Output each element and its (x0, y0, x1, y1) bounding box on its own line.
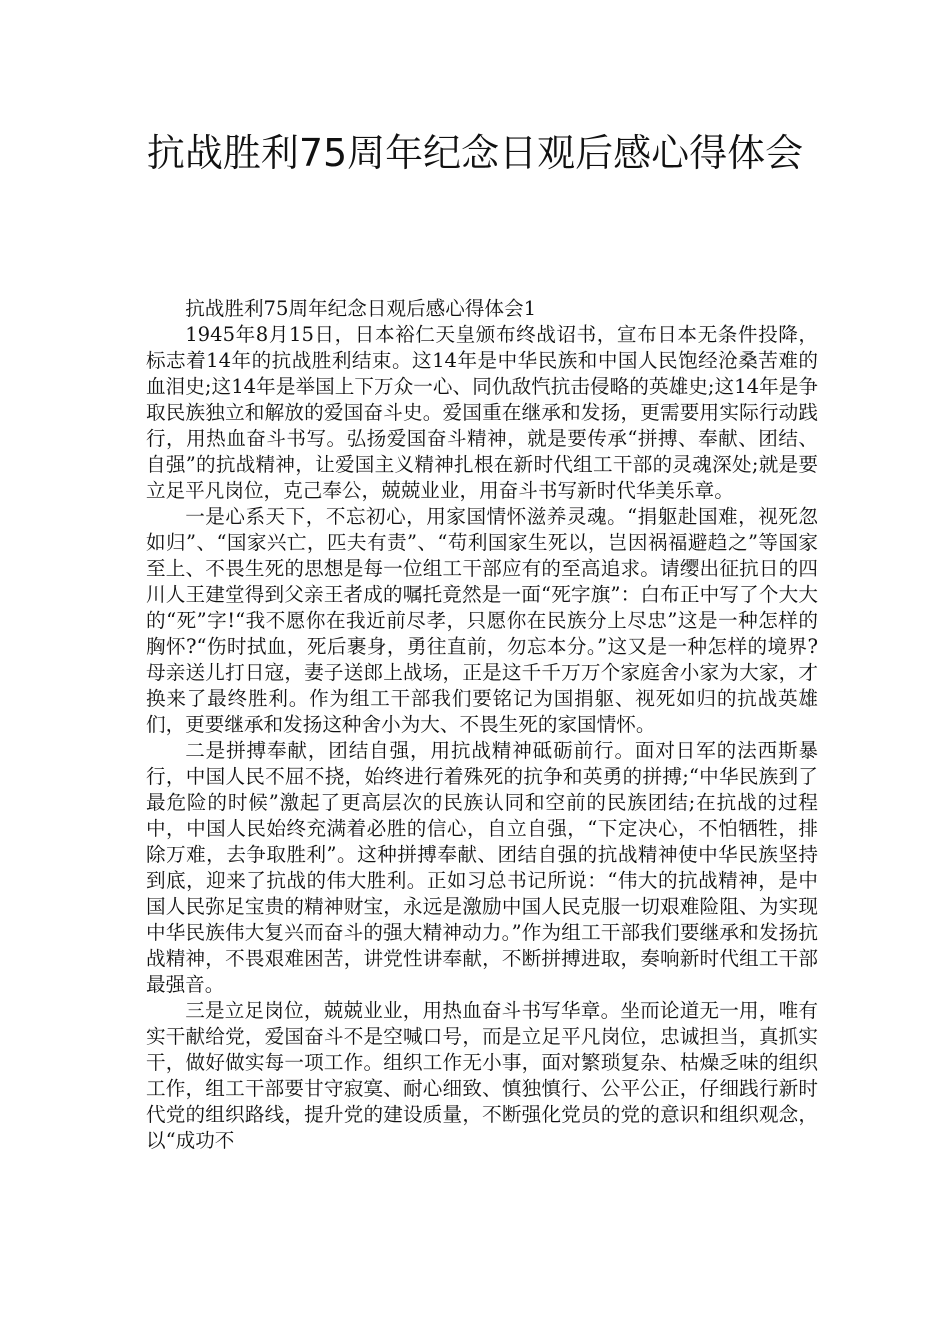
document-body (146, 296, 818, 1154)
paragraph: 1945年8月15日，日本裕仁天皇颁布终战诏书，宣布日本无条件投降，标志着14年的抗战胜利结束。这14年是中华民族和中国人民饱经沧桑苦难的血泪史;这14年是举国上下万众一心、同仇敌忾抗击侵略的英雄史;这14年是争取民族独立和解放的爱国奋斗史。爱国重在继承和发扬，更需要用实际行动践行，用热血奋斗书写。弘扬爱国奋斗精神，就是要传承“拼搏、奉献、团结、自强”的抗战精神，让爱国主义精神扎根在新时代组工干部的灵魂深处;就是要立足平凡岗位，克己奉公，兢兢业业，用奋斗书写新时代华美乐章。 (146, 323, 818, 502)
paragraph: 一是心系天下，不忘初心，用家国情怀滋养灵魂。“捐躯赴国难，视死忽如归”、“国家兴亡，匹夫有责”、“苟利国家生死以，岂因祸福避趋之”等国家至上、不畏生死的思想是每一位组工干部应有的至高追求。请缨出征抗日的四川人王建堂得到父亲王者成的嘱托竟然是一面“死字旗”：白布正中写了个大大的“死”字!“我不愿你在我近前尽孝，只愿你在民族分上尽忠”这是一种怎样的胸怀?“伤时拭血，死后裹身，勇往直前，勿忘本分。”这又是一种怎样的境界?母亲送儿打日寇，妻子送郎上战场，正是这千千万万个家庭舍小家为大家，才换来了最终胜利。作为组工干部我们要铭记为国捐躯、视死如归的抗战英雄们，更要继承和发扬这种舍小为大、不畏生死的家国情怀。 (146, 505, 818, 736)
document-title: 抗战胜利75周年纪念日观后感心得体会 (146, 131, 804, 175)
paragraph: 二是拼搏奉献，团结自强，用抗战精神砥砺前行。面对日军的法西斯暴行，中国人民不屈不挠，始终进行着殊死的抗争和英勇的拼搏;“中华民族到了最危险的时候”激起了更高层次的民族认同和空前的民族团结;在抗战的过程中，中国人民始终充满着必胜的信心，自立自强，“下定决心，不怕牺牲，排除万难，去争取胜利”。这种拼搏奉献、团结自强的抗战精神使中华民族坚持到底，迎来了抗战的伟大胜利。正如习总书记所说：“伟大的抗战精神，是中国人民弥足宝贵的精神财宝，永远是激励中国人民克服一切艰难险阻、为实现中华民族伟大复兴而奋斗的强大精神动力。”作为组工干部我们要继承和发扬抗战精神，不畏艰难困苦，讲党性讲奉献，不断拼搏进取，奏响新时代组工干部最强音。 (146, 739, 818, 996)
paragraph-heading: 抗战胜利75周年纪念日观后感心得体会1 (185, 297, 537, 320)
paragraph: 三是立足岗位，兢兢业业，用热血奋斗书写华章。坐而论道无一用，唯有实干献给党，爱国奋斗不是空喊口号，而是立足平凡岗位，忠诚担当，真抓实干，做好做实每一项工作。组织工作无小事，面对繁琐复杂、枯燥乏味的组织工作，组工干部要甘守寂寞、耐心细致、慎独慎行、公平公正，仔细践行新时代党的组织路线，提升党的建设质量，不断强化党员的党的意识和组织观念，以“成功不 (146, 999, 818, 1152)
